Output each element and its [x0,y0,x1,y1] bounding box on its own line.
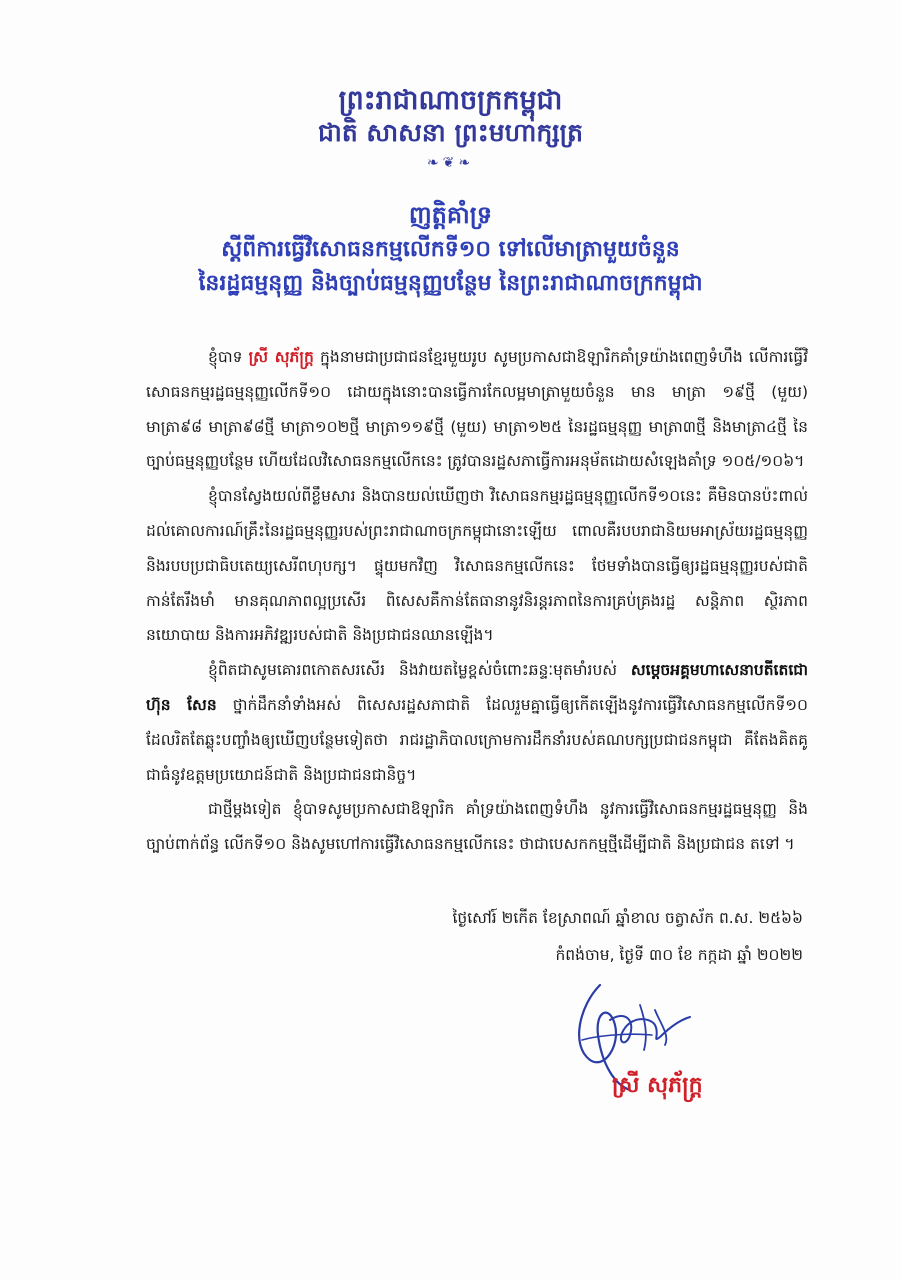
p1-prefix: ខ្ញុំបាទ [208,348,249,366]
kingdom-heading: ព្រះរាជាណាចក្រកម្ពុជា [338,85,563,116]
solar-date: កំពង់ចាម, ថ្ងៃទី ៣០ ខែ កក្កដា ឆ្នាំ ២០២២ [555,946,803,964]
paragraph-4: ជាថ្មីម្តងទៀត ខ្ញុំបាទសូមប្រកាសជាឱឡារិក គាំទ្រយ៉ាងពេញទំហឹង នូវការធ្វើវិសោធនកម្មរដ្ឋធម្មនុញ្ញ និងច្បាប់ពាក់ព័ន្ធ លើកទី១០ និងសូមហៅការធ្វើវិសោធនកម្មលើកនេះ ថាជាបេសកកម្មថ្មីដើម្បីជាតិ និងប្រជាជន តទៅ ។ [146,800,808,854]
signatory-name: ស្រី សុភ័ក្ត្រ [612,1073,703,1098]
national-motto: ជាតិ សាសនា ព្រះមហាក្សត្រ [318,118,583,147]
p3-text: ថ្នាក់ដឹកនាំទាំងអស់ ពិសេសរដ្ឋសភាជាតិ ដែលរួមគ្នាធ្វើឲ្យកើតឡើងនូវការធ្វើវិសោធនកម្មលើកទី១០ ដែលរិតតែឆ្លុះបញ្ចាំងឲ្យឃើញបន្ថែមទៀតថា រាជរដ្ឋាភិបាលក្រោមការដឹកនាំរបស់គណបក្សប្រជាជនកម្ពុជា គឺតែងគិតគូជាធំនូវឧត្តមប្រយោជន៍ជាតិ និងប្រជាជនជានិច្ច។ [146,695,809,784]
petition-subtitle-line2: នៃរដ្ឋធម្មនុញ្ញ និងច្បាប់ធម្មនុញ្ញបន្ថែម នៃព្រះរាជាណាចក្រកម្ពុជា [198,271,703,296]
author-name-inline: ស្រី សុភ័ក្ត្រ [248,348,314,366]
petition-body [146,340,808,862]
petition-subtitle-line1: ស្តីពីការធ្វើវិសោធនកម្មលើកទី១០ ទៅលើមាត្រាមួយចំនួន [221,237,680,262]
leader-name: សម្តេចអគ្គមហាសេនាបតីតេជោ ហ៊ុន សែន [146,661,808,714]
paragraph-2: ខ្ញុំបានស្វែងយល់ពីខ្លឹមសារ និងបានយល់ឃើញថា វិសោធនកម្មរដ្ឋធម្មនុញ្ញលើកទី១០នេះ គឺមិនបានប៉ះពាល់ដល់គោលការណ៍គ្រឹះនៃរដ្ឋធម្មនុញ្ញរបស់ព្រះរាជាណាចក្រកម្ពុជានោះឡើយ ពោលគឺរបបរាជានិយមអាស្រ័យរដ្ឋធម្មនុញ្ញ និងរបបប្រជាធិបតេយ្យសេរីពហុបក្ស។ ផ្ទុយមកវិញ វិសោធនកម្មលើកនេះ ថែមទាំងបានធ្វើឲ្យរដ្ឋធម្មនុញ្ញរបស់ជាតិកាន់តែរឹងមាំ មានគុណភាពល្អប្រសើរ ពិសេសគឺកាន់តែធានានូវនិរន្តរភាពនៃការគ្រប់គ្រងរដ្ឋ សន្តិភាព ស្ថិរភាពនយោបាយ និងការអភិវឌ្ឍរបស់ជាតិ និងប្រជាជនឈានឡើង។ [146,487,808,645]
petition-title: ញត្តិគាំទ្រ [408,201,493,229]
paragraph-3 [146,653,808,792]
p3-prefix: ខ្ញុំពិតជាសូមគោរពកោតសរសើរ និងវាយតម្លៃខ្ពស់ចំពោះឆន្ទៈមុតមាំរបស់ [208,661,631,680]
p1-text: ក្នុងនាមជាប្រជាជនខ្មែរមួយរូប សូមប្រកាសជាឱឡារិកគាំទ្រយ៉ាងពេញទំហឹង លើការធ្វើវិសោធនកម្មរដ្ឋធម្មនុញ្ញលើកទី១០ ដោយក្នុងនោះបានធ្វើការកែលម្អមាត្រាមួយចំនួន មាន មាត្រា ១៩ថ្មី (មួយ) មាត្រា៩៨ មាត្រា៩៨ថ្មី មាត្រា១០២ថ្មី មាត្រា១១៩ថ្មី (មួយ) មាត្រា១២៥ នៃរដ្ឋធម្មនុញ្ញ មាត្រា៣ថ្មី និងមាត្រា៤ថ្មី នៃច្បាប់ធម្មនុញ្ញបន្ថែម ហើយដែលវិសោធនកម្មលើកនេះ ត្រូវបានរដ្ឋសភាធ្វើការអនុម័តដោយសំឡេងគាំទ្រ ១០៥/១០៦។ [146,348,808,471]
ornament-divider: ❧❦❧ [426,155,475,171]
paragraph-1 [146,340,808,479]
lunar-date: ថ្ងៃសៅរ៍ ២កើត ខែស្រាពណ៍ ឆ្នាំខាល ចត្វាស័ក ព.ស. ២៥៦៦ [452,909,803,927]
